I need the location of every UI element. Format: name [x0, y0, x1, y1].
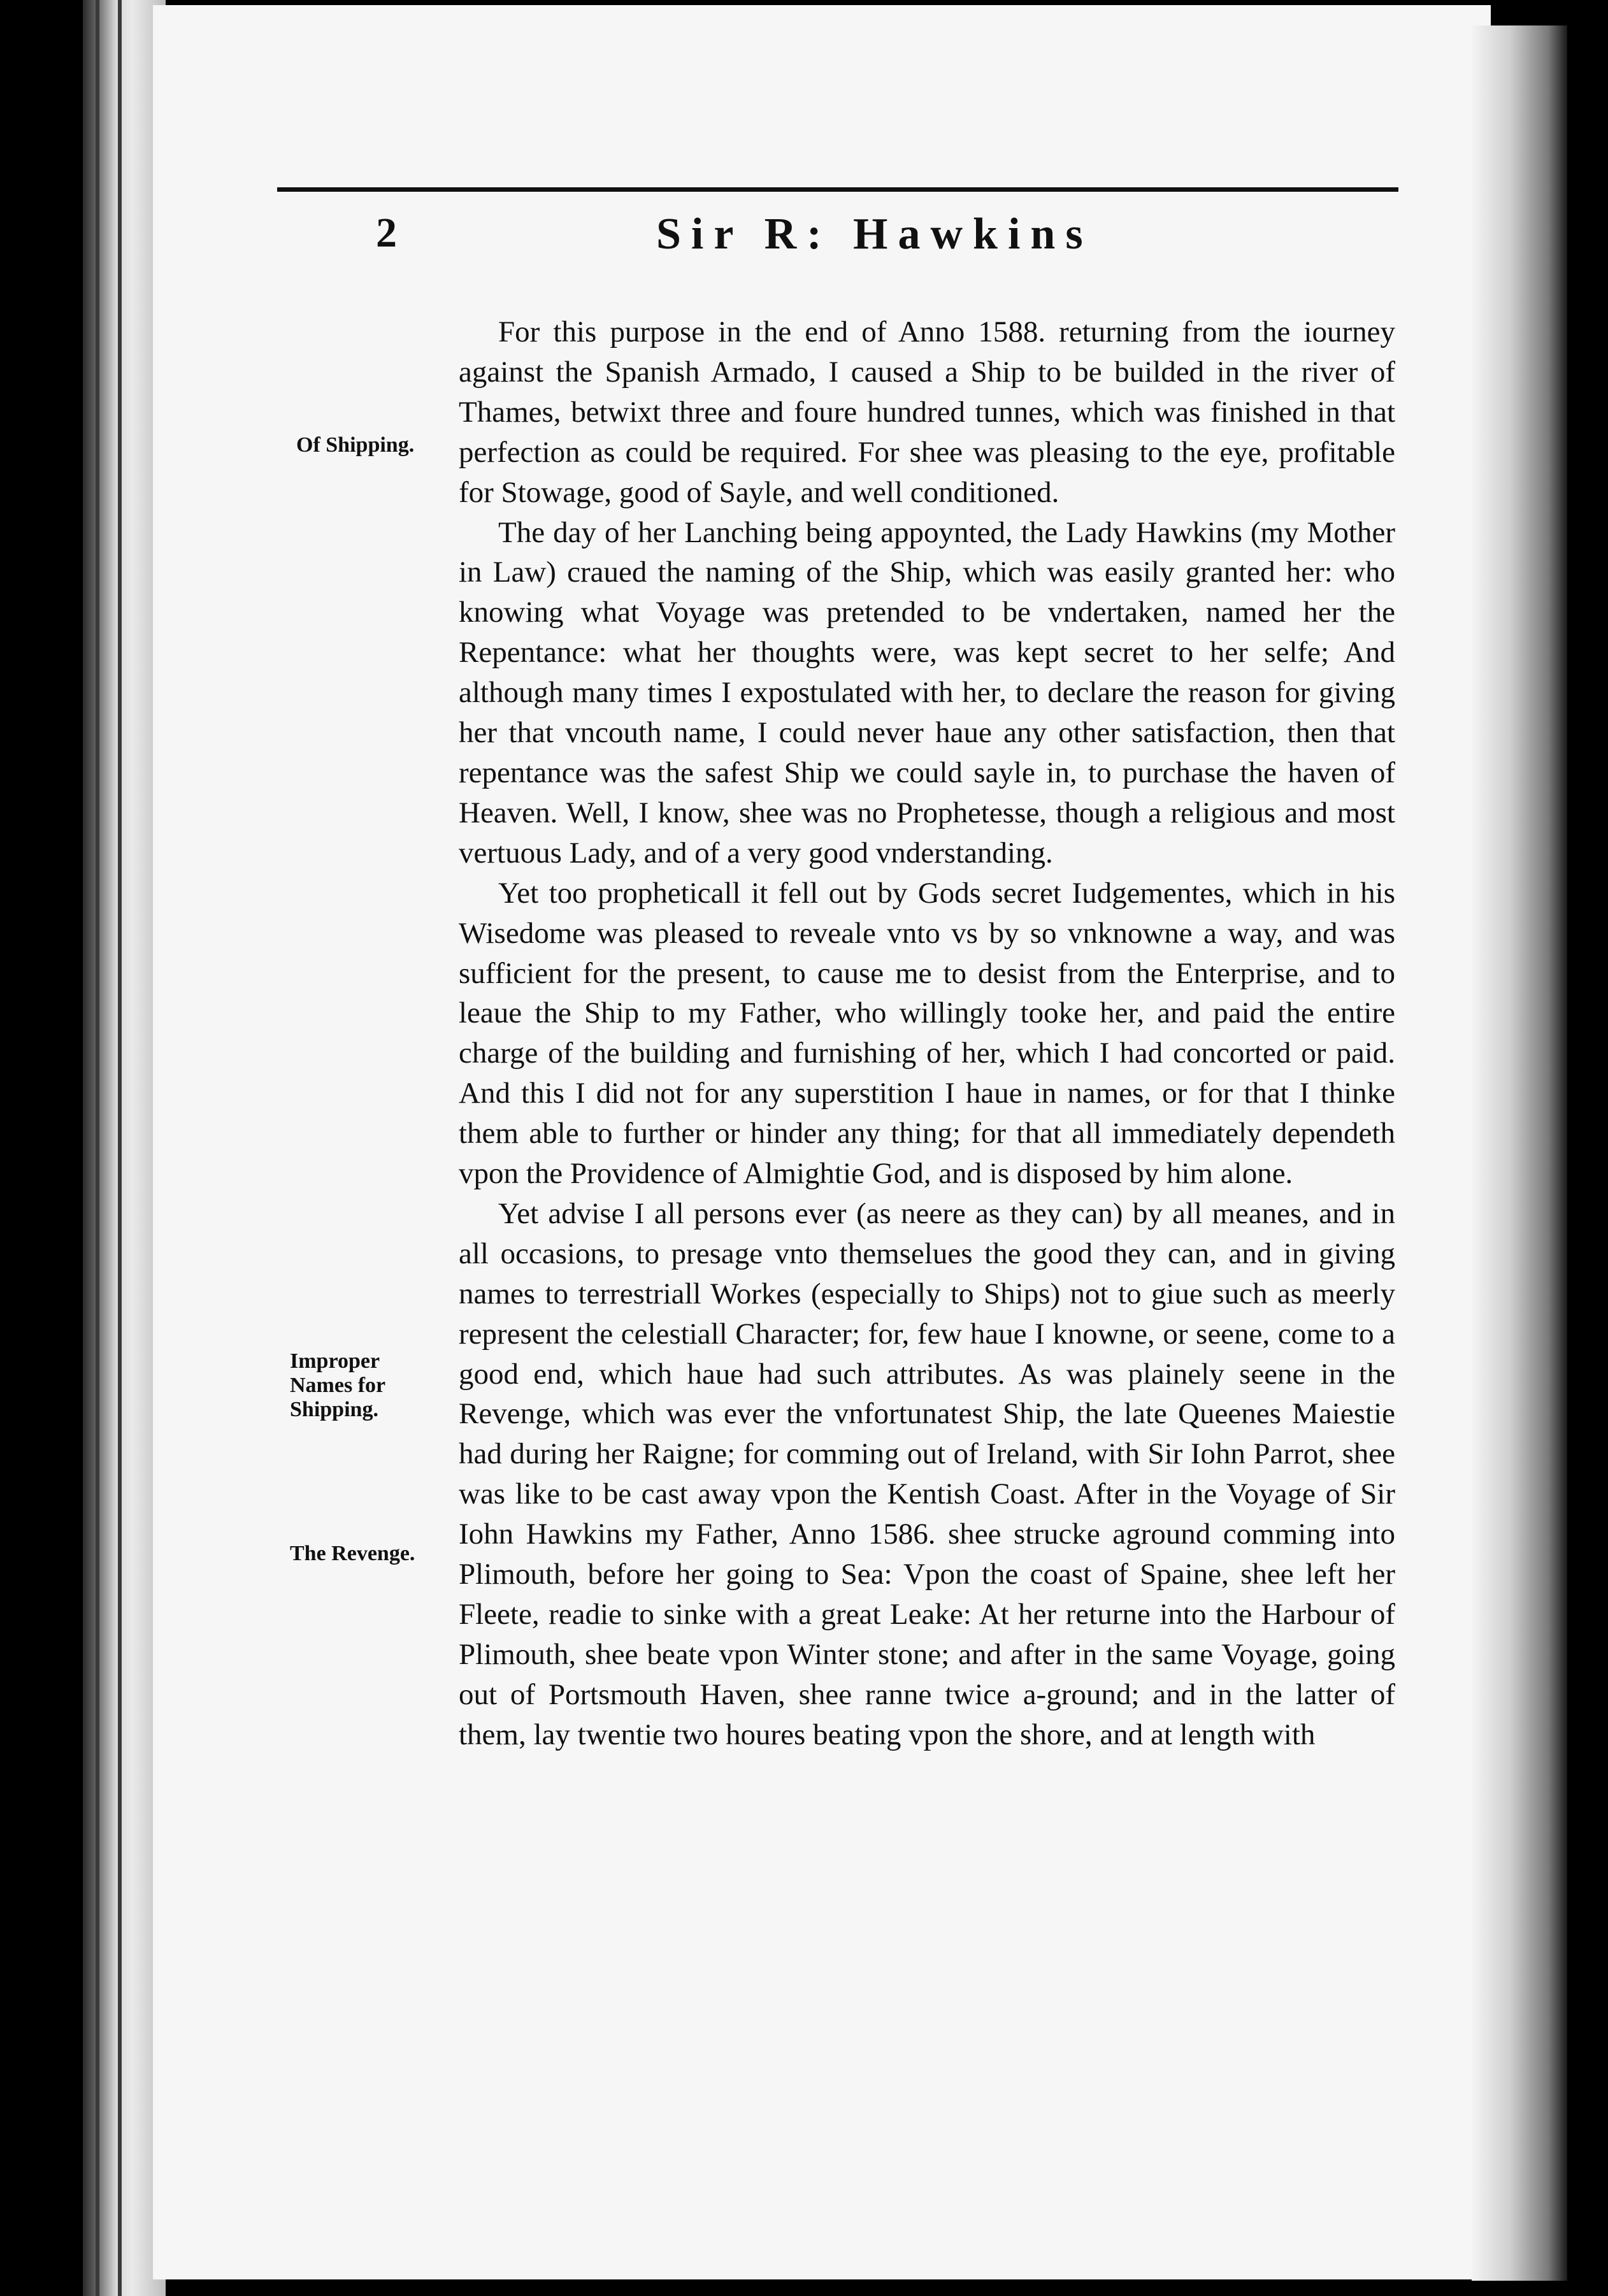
gutter-line — [96, 0, 99, 2296]
margin-note-line: Names for — [290, 1374, 386, 1397]
header-rule — [277, 187, 1398, 192]
margin-note-of-shipping: Of Shipping. — [296, 433, 415, 457]
page-number: 2 — [376, 210, 397, 256]
margin-note-line: Shipping. — [290, 1398, 378, 1421]
paragraph: Yet advise I all persons ever (as neere as they can) by all meanes, and in all occasions, to presage vnto themselues the good they can, and in giving names to terrestriall Workes (especially to Ships) not to giue such as meerly represent the celestiall Character; for, few haue I knowne, or seene, come to a good end, which haue had such attributes. As was plainely seene in the Revenge, which was ever the vnfortunatest Ship, the late Queenes Maiestie had during her Raigne; for comming out of Ireland, with Sir Iohn Parrot, shee was like to be cast away vpon the Kentish Coast. After in the Voyage of Sir Iohn Hawkins my Father, Anno 1586. shee strucke aground comming into Plimouth, before her going to Sea: Vpon the coast of Spaine, shee left her Fleete, readie to sinke with a great Leake: At her returne into the Harbour of Plimouth, shee beate vpon Winter stone; and after in the same Voyage, going out of Portsmouth Haven, shee ranne twice a-ground; and in the latter of them, lay twentie two houres beating vpon the shore, and at length with — [459, 1196, 1395, 1751]
gutter-line — [118, 0, 122, 2296]
main-text-block — [459, 312, 1395, 1755]
facing-page-edge — [1472, 25, 1567, 2281]
paragraph: The day of her Lanching being appoynted, the Lady Hawkins (my Mother in Law) craued the naming of the Ship, which was easily granted her: who knowing what Voyage was pretended to be vndertaken, named her the Repentance: what her thoughts were, was kept secret to her selfe; And although many times I expostulated with her, to declare the reason for giving her that vncouth name, I could never haue any other satisfaction, then that repentance was the safest Ship we could sayle in, to purchase the haven of Heaven. Well, I know, shee was no Prophetesse, though a religious and most vertuous Lady, and of a very good vnderstanding. — [459, 515, 1395, 870]
margin-note-improper-names — [290, 1349, 385, 1422]
margin-note-line: Improper — [290, 1349, 380, 1373]
margin-note-the-revenge: The Revenge. — [290, 1542, 415, 1565]
paragraph: Yet too propheticall it fell out by Gods secret Iudgementes, which in his Wisedome was pleased to reveale vnto vs by so vnknowne a way, and was sufficient for the present, to cause me to desist from the Enterprise, and to leaue the Ship to my Father, who willingly tooke her, and paid the entire charge of the building and furnishing of her, which I had concorted or paid. And this I did not for any superstition I haue in names, or for that I thinke them able to further or hinder any thing; for that all immediately dependeth vpon the Providence of Almightie God, and is disposed by him alone. — [459, 876, 1395, 1191]
running-head: Sir R: Hawkins — [656, 210, 1093, 259]
paragraph: For this purpose in the end of Anno 1588. returning from the iourney against the Spanish Armado, I caused a Ship to be builded in the river of Thames, betwixt three and foure hundred tunnes, which was finished in that perfection as could be required. For shee was pleasing to the eye, profitable for Stowage, good of Sayle, and well conditioned. — [459, 315, 1395, 509]
